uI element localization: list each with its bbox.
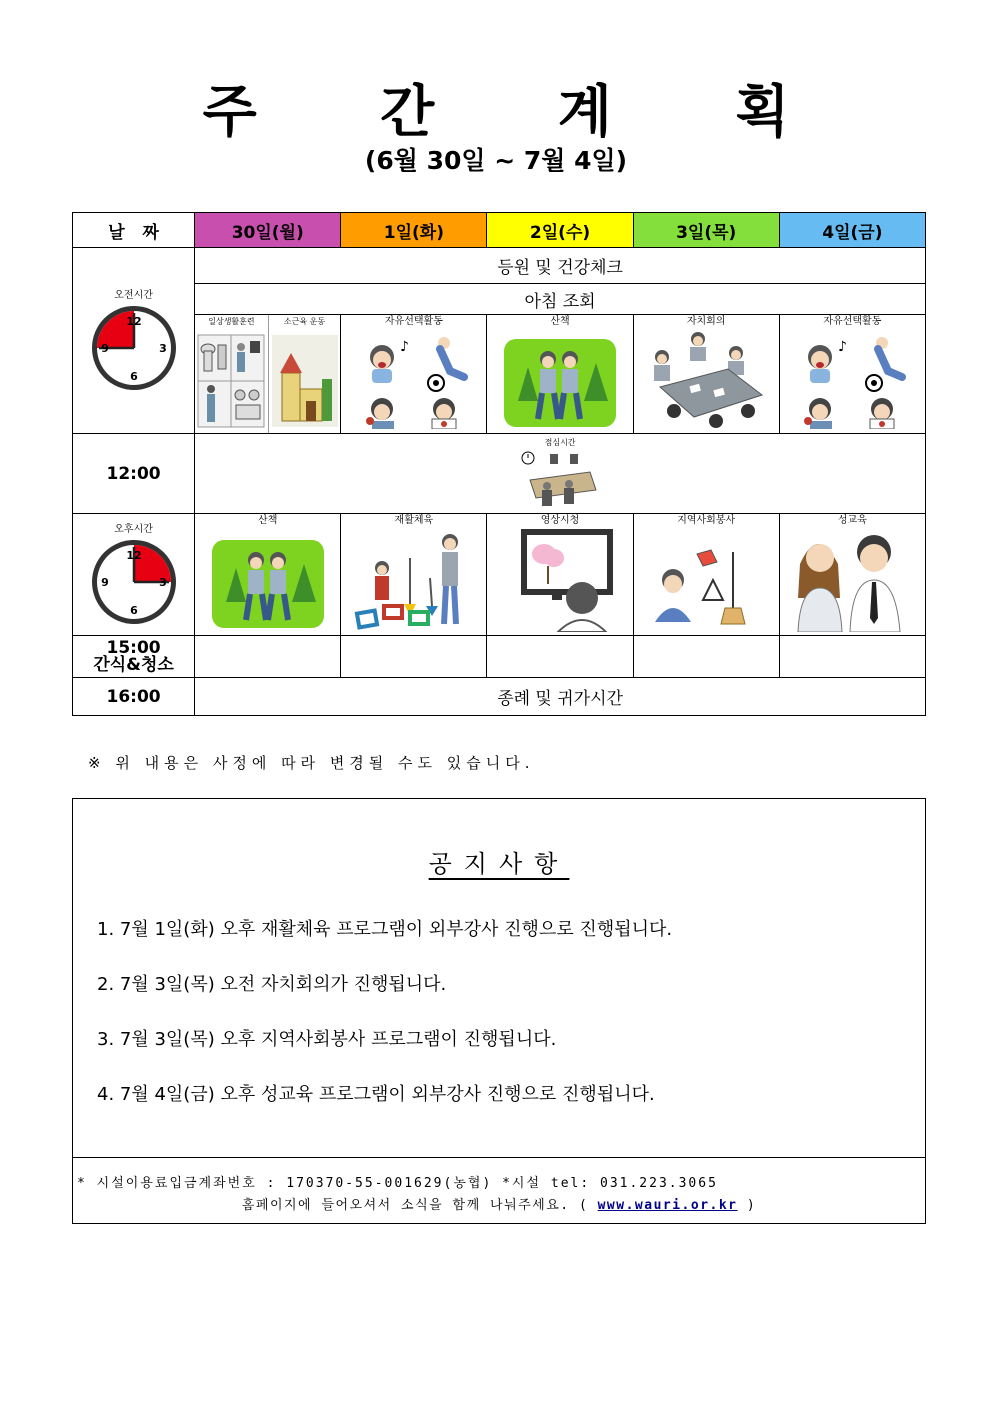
- clock-num-9: 9: [100, 341, 109, 355]
- mon-afternoon-cell: [195, 514, 341, 636]
- fri-morning-label: 자유선택활동: [823, 316, 882, 327]
- walk-icon: [212, 540, 324, 628]
- change-note: ※ 위 내용은 사정에 따라 변경될 수도 있습니다.: [88, 754, 535, 772]
- notice-title: 공지사항: [428, 850, 570, 878]
- community-service-icon: [651, 528, 761, 628]
- tue-afternoon-cell: [341, 514, 487, 636]
- council-meeting-icon: [644, 329, 768, 429]
- tue-morning-cell: [341, 315, 487, 434]
- wed-afternoon-label: 영상시청: [540, 515, 580, 526]
- page-title: 주 간 계 획: [202, 80, 842, 145]
- day-header-tue: 1일(화): [341, 213, 487, 248]
- arrival-row: [73, 248, 926, 284]
- morning-label-cell: [73, 248, 195, 434]
- clock-num-3: 3: [158, 341, 167, 355]
- snack-label: 간식&청소: [93, 654, 174, 675]
- free-choice-icon: [354, 329, 474, 429]
- mon-morning-label-a: 일상생활훈련: [208, 317, 255, 326]
- clock-num-12: 12: [125, 314, 142, 328]
- lunch-icon: [520, 450, 600, 512]
- assembly-row: [73, 284, 926, 315]
- arrival-cell: 등원 및 건강체크: [195, 248, 926, 284]
- tue-morning-label: 자유선택활동: [384, 316, 443, 327]
- tue-afternoon-label: 재활체육: [394, 515, 434, 526]
- snack-fri: [779, 636, 925, 678]
- clock-num-3: 3: [158, 575, 167, 589]
- wed-morning-label: 산책: [550, 316, 570, 327]
- sex-education-icon: [794, 528, 910, 632]
- date-label: 날 짜: [73, 213, 195, 248]
- rehab-exercise-icon: [354, 528, 474, 632]
- fri-morning-cell: [779, 315, 925, 434]
- afternoon-label: 오후시간: [114, 523, 153, 535]
- noon-time: 12:00: [73, 434, 195, 514]
- clock-num-6: 6: [129, 603, 138, 617]
- clock-num-9: 9: [100, 575, 109, 589]
- fine-motor-icon: [270, 329, 340, 429]
- notice-item: 3. 7월 3일(목) 오후 지역사회봉사 프로그램이 진행됩니다.: [97, 1029, 557, 1050]
- schedule-header-row: [73, 213, 926, 248]
- notice-footer: [73, 1157, 925, 1224]
- notice-list: [97, 917, 672, 1137]
- homepage-line: 홈페이지에 들어오셔서 소식을 함께 나눠주세요. ( www.wauri.or.kr ): [241, 1198, 757, 1213]
- homepage-link[interactable]: www.wauri.or.kr: [597, 1198, 738, 1213]
- thu-afternoon-label: 지역사회봉사: [677, 515, 736, 526]
- svg-text:♪: ♪: [399, 339, 409, 355]
- snack-time: 15:00: [106, 637, 161, 658]
- fri-afternoon-cell: [779, 514, 925, 636]
- daily-living-icon: [196, 329, 266, 429]
- dismiss-time: 16:00: [73, 678, 195, 716]
- page-subtitle: (6월 30일 ~ 7월 4일): [364, 146, 628, 175]
- clock-num-6: 6: [129, 369, 138, 383]
- notice-item: 4. 7월 4일(금) 오후 성교육 프로그램이 외부강사 진행으로 진행됩니다.: [97, 1084, 655, 1105]
- walk-icon: [504, 339, 616, 427]
- clock-num-12: 12: [125, 548, 142, 562]
- afternoon-activity-row: [73, 514, 926, 636]
- weekly-schedule-table: [72, 212, 926, 716]
- morning-label: 오전시간: [114, 289, 153, 301]
- dismiss-cell: 종례 및 귀가시간: [195, 678, 926, 716]
- mon-morning-cell: [195, 315, 341, 434]
- lunch-row: [73, 434, 926, 514]
- account-info: * 시설이용료입금계좌번호 : 170370-55-001629(농협) *시설 tel: 031.223.3065: [77, 1176, 718, 1191]
- afternoon-clock-icon: [89, 537, 179, 627]
- afternoon-label-cell: [73, 514, 195, 636]
- snack-tue: [341, 636, 487, 678]
- wed-morning-cell: [487, 315, 633, 434]
- day-header-mon: 30일(월): [195, 213, 341, 248]
- notice-item: 2. 7월 3일(목) 오전 자치회의가 진행됩니다.: [97, 974, 447, 995]
- dismiss-row: [73, 678, 926, 716]
- snack-wed: [487, 636, 633, 678]
- morning-clock-icon: [89, 303, 179, 393]
- snack-mon: [195, 636, 341, 678]
- lunch-label: 점심시간: [544, 437, 576, 447]
- morning-activity-row: [73, 315, 926, 434]
- lunch-cell: [195, 434, 926, 514]
- assembly-cell: 아침 조회: [195, 284, 926, 315]
- snack-row: [73, 636, 926, 678]
- video-watching-icon: [502, 528, 618, 632]
- day-header-fri: 4일(금): [779, 213, 925, 248]
- fri-afternoon-label: 성교육: [837, 515, 867, 526]
- svg-text:♪: ♪: [838, 339, 848, 355]
- day-header-thu: 3일(목): [633, 213, 779, 248]
- thu-morning-label: 자치회의: [686, 316, 726, 327]
- notice-item: 1. 7월 1일(화) 오후 재활체육 프로그램이 외부강사 진행으로 진행됩니다.: [97, 919, 673, 940]
- snack-time-cell: [73, 636, 195, 678]
- mon-morning-label-b: 소근육 운동: [283, 317, 326, 326]
- snack-thu: [633, 636, 779, 678]
- wed-afternoon-cell: [487, 514, 633, 636]
- thu-morning-cell: [633, 315, 779, 434]
- mon-afternoon-label: 산책: [258, 515, 278, 526]
- notice-box: [72, 798, 926, 1224]
- day-header-wed: 2일(수): [487, 213, 633, 248]
- free-choice-icon-2: [792, 329, 912, 429]
- thu-afternoon-cell: [633, 514, 779, 636]
